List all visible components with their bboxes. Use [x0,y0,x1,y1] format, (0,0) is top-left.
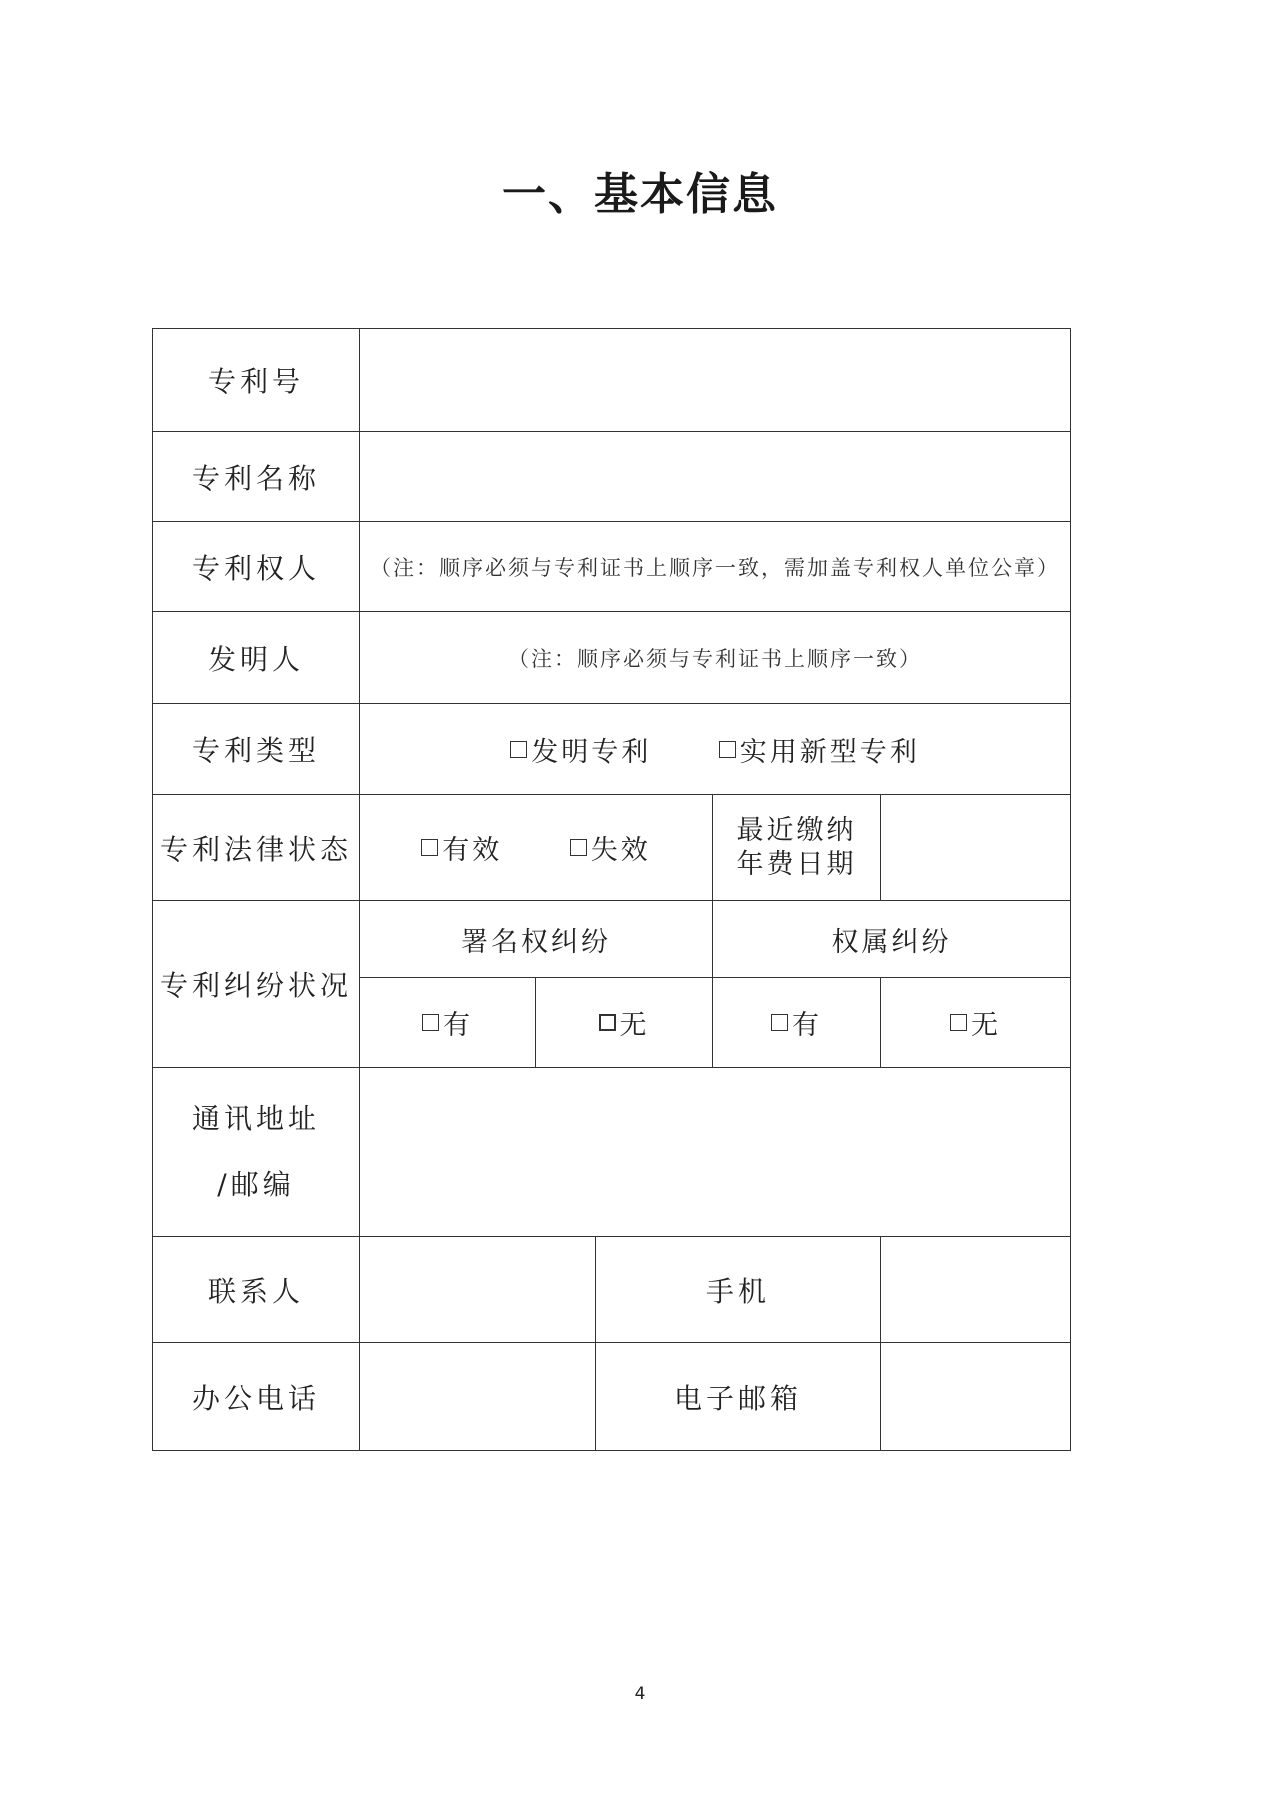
utility-model-label: 实用新型专利 [739,736,920,768]
patentee-label: 专利权人 [153,522,360,612]
checkbox-icon[interactable] [771,1014,788,1031]
inventor-note: （注：顺序必须与专利证书上顺序一致） [508,647,922,671]
address-field[interactable] [360,1068,1071,1237]
invalid-label: 失效 [590,835,651,866]
patent-number-field[interactable] [360,329,1071,432]
fee-date-label [713,795,881,901]
address-label-line1: 通讯地址 [191,1102,320,1135]
patent-type-label: 专利类型 [153,704,360,795]
contact-field[interactable] [360,1237,596,1343]
authorship-no-cell[interactable] [536,978,713,1068]
email-label: 电子邮箱 [596,1343,881,1451]
address-label-line2: /邮编 [217,1168,295,1201]
patentee-note: （注：顺序必须与专利证书上顺序一致，需加盖专利权人单位公章） [370,556,1060,580]
checkbox-icon[interactable] [570,839,587,856]
address-label [153,1068,360,1237]
legal-status-options [360,795,713,901]
authorship-dispute-label: 署名权纠纷 [360,901,713,978]
invention-patent-option[interactable] [510,730,651,769]
checkbox-icon[interactable] [510,741,527,758]
office-phone-field[interactable] [360,1343,596,1451]
mobile-label: 手机 [596,1237,881,1343]
ownership-no-cell[interactable] [881,978,1071,1068]
authorship-no-label: 无 [619,1010,650,1041]
ownership-yes-label: 有 [792,1010,822,1041]
mobile-field[interactable] [881,1237,1071,1343]
fee-date-label-line2: 年费日期 [736,848,857,880]
patent-name-label: 专利名称 [153,432,360,522]
legal-status-label: 专利法律状态 [153,795,360,901]
utility-model-option[interactable] [719,730,920,769]
checkbox-icon[interactable] [599,1014,616,1031]
authorship-yes-cell[interactable] [360,978,536,1068]
fee-date-label-line1: 最近缴纳 [736,814,857,846]
checkbox-icon[interactable] [950,1014,967,1031]
authorship-yes-label: 有 [443,1010,473,1041]
checkbox-icon[interactable] [422,1014,439,1031]
checkbox-icon[interactable] [719,741,736,758]
page-number: 4 [634,1684,646,1704]
ownership-dispute-label: 权属纠纷 [713,901,1071,978]
patent-type-options [360,704,1071,795]
patent-name-field[interactable] [360,432,1071,522]
fee-date-field[interactable] [881,795,1071,901]
ownership-no-label: 无 [971,1010,1001,1041]
office-phone-label: 办公电话 [153,1343,360,1451]
invalid-option[interactable] [570,828,651,867]
contact-label: 联系人 [153,1237,360,1343]
email-field[interactable] [881,1343,1071,1451]
dispute-label: 专利纠纷状况 [153,901,360,1068]
invention-patent-label: 发明专利 [531,736,652,768]
valid-label: 有效 [442,835,503,866]
valid-option[interactable] [421,828,502,867]
patent-number-label: 专利号 [153,329,360,432]
checkbox-icon[interactable] [421,839,438,856]
patentee-field[interactable] [360,522,1071,612]
inventor-field[interactable] [360,612,1071,704]
inventor-label: 发明人 [153,612,360,704]
page-title: 一、基本信息 [502,169,778,220]
basic-info-table [152,328,1071,1451]
ownership-yes-cell[interactable] [713,978,881,1068]
